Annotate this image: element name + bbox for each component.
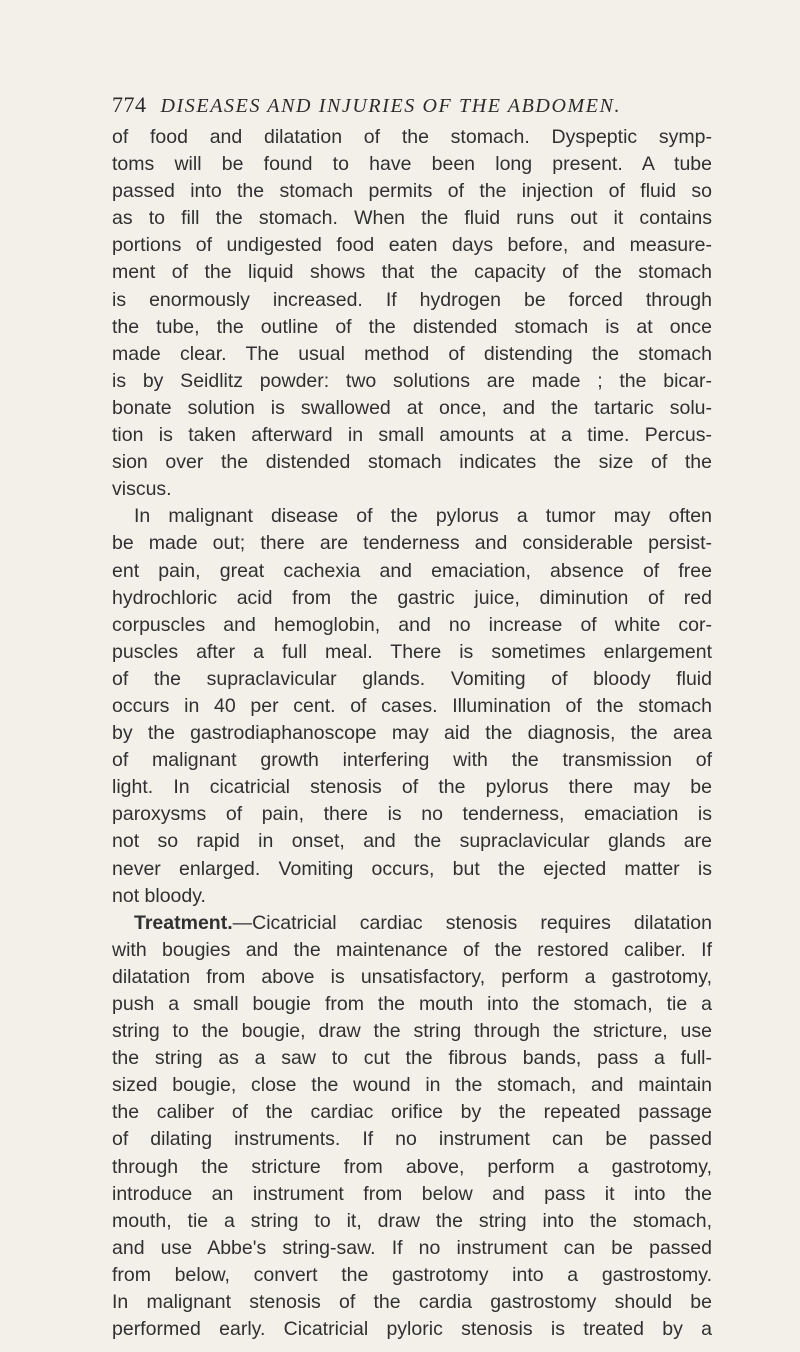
- text-line: [112, 1289, 712, 1316]
- line-text: introduce an instrument from below and pass it into the: [112, 1182, 712, 1205]
- text-line: [112, 1262, 712, 1289]
- line-text: toms will be found to have been long present. A tube: [112, 153, 712, 176]
- section-heading: Treatment.: [134, 911, 233, 934]
- running-head: DISEASES AND INJURIES OF THE ABDOMEN.: [160, 95, 622, 117]
- line-text: hydrochloric acid from the gastric juice, diminution of red: [112, 586, 712, 609]
- text-line: [112, 666, 712, 693]
- line-text: through the stricture from above, perform a gastrotomy,: [112, 1155, 712, 1178]
- text-line: [112, 774, 712, 801]
- text-line: [112, 368, 712, 395]
- page-number: 774: [112, 92, 147, 117]
- text-line: [112, 883, 712, 910]
- text-line: [112, 612, 712, 639]
- line-text: is by Seidlitz powder: two solutions are made ; the bicar-: [112, 369, 712, 392]
- line-text: ment of the liquid shows that the capacity of the stomach: [112, 261, 712, 284]
- line-text: corpuscles and hemoglobin, and no increase of white cor-: [112, 613, 712, 636]
- text-line: [112, 124, 712, 151]
- line-text: portions of undigested food eaten days before, and measure-: [112, 234, 712, 257]
- line-text: sized bougie, close the wound in the stomach, and maintain: [112, 1074, 712, 1097]
- line-text: light. In cicatricial stenosis of the pylorus there may be: [112, 776, 712, 799]
- text-line: [112, 1316, 712, 1343]
- line-text: string to the bougie, draw the string through the stricture, use: [112, 1020, 712, 1043]
- text-line: [112, 828, 712, 855]
- line-text: never enlarged. Vomiting occurs, but the ejected matter is: [112, 857, 712, 880]
- text-line: [112, 720, 712, 747]
- line-text: the tube, the outline of the distended stomach is at once: [112, 315, 712, 338]
- line-text: not bloody.: [112, 884, 206, 907]
- line-text: from below, convert the gastrotomy into a gastrostomy.: [112, 1263, 712, 1286]
- text-line: [112, 1181, 712, 1208]
- text-line: [112, 151, 712, 178]
- text-line: [112, 287, 712, 314]
- line-text: of dilating instruments. If no instrument can be passed: [112, 1128, 712, 1151]
- text-line: [112, 585, 712, 612]
- text-line: [112, 1235, 712, 1262]
- text-line: [112, 259, 712, 286]
- text-line: [112, 341, 712, 368]
- text-line: [112, 910, 712, 937]
- line-text: passed into the stomach permits of the injection of fluid so: [112, 180, 712, 203]
- text-line: [112, 1126, 712, 1153]
- text-line: [112, 232, 712, 259]
- text-line: [112, 1099, 712, 1126]
- text-line: [112, 639, 712, 666]
- line-text: is enormously increased. If hydrogen be forced through: [112, 288, 712, 311]
- line-text: —Cicatricial cardiac stenosis requires dilatation: [232, 911, 712, 934]
- line-text: bonate solution is swallowed at once, and the tartaric solu-: [112, 396, 712, 419]
- line-text: performed early. Cicatricial pyloric stenosis is treated by a: [112, 1318, 712, 1341]
- text-line: [112, 937, 712, 964]
- line-text: as to fill the stomach. When the fluid runs out it contains: [112, 207, 712, 230]
- line-text: of malignant growth interfering with the transmission of: [112, 749, 712, 772]
- text-line: [112, 449, 712, 476]
- line-text: of food and dilatation of the stomach. Dyspeptic symp-: [112, 126, 712, 148]
- text-line: [112, 476, 712, 503]
- line-text: sion over the distended stomach indicates the size of the: [112, 451, 712, 474]
- line-text: paroxysms of pain, there is no tenderness, emaciation is: [112, 803, 712, 826]
- text-line: [112, 964, 712, 991]
- line-text: of the supraclavicular glands. Vomiting of bloody fluid: [112, 667, 712, 690]
- line-text: occurs in 40 per cent. of cases. Illumination of the stomach: [112, 694, 712, 717]
- text-line: [112, 395, 712, 422]
- line-text: the caliber of the cardiac orifice by the repeated passage: [112, 1101, 712, 1124]
- text-line: [112, 503, 712, 530]
- line-text: ent pain, great cachexia and emaciation, absence of free: [112, 559, 712, 582]
- line-text: made clear. The usual method of distending the stomach: [112, 342, 712, 365]
- text-line: [112, 856, 712, 883]
- line-text: In malignant stenosis of the cardia gastrostomy should be: [112, 1291, 712, 1314]
- line-text: tion is taken afterward in small amounts at a time. Percus-: [112, 424, 712, 447]
- text-line: [112, 991, 712, 1018]
- line-text: puscles after a full meal. There is sometimes enlargement: [112, 640, 712, 663]
- line-text: the string as a saw to cut the fibrous bands, pass a full-: [112, 1047, 712, 1070]
- line-text: with bougies and the maintenance of the restored caliber. If: [112, 938, 712, 961]
- text-line: [112, 178, 712, 205]
- text-line: [112, 205, 712, 232]
- text-line: [112, 1045, 712, 1072]
- line-text: dilatation from above is unsatisfactory, perform a gastrotomy,: [112, 965, 712, 988]
- line-text: In malignant disease of the pylorus a tumor may often: [134, 505, 712, 528]
- line-text: be made out; there are tenderness and considerable persist-: [112, 532, 712, 555]
- text-line: [112, 693, 712, 720]
- page-header: [112, 92, 800, 118]
- line-text: viscus.: [112, 478, 172, 501]
- text-line: [112, 1208, 712, 1235]
- body-text: [112, 124, 712, 1343]
- text-line: [112, 801, 712, 828]
- line-text: by the gastrodiaphanoscope may aid the diagnosis, the area: [112, 722, 712, 745]
- text-line: [112, 314, 712, 341]
- text-line: [112, 747, 712, 774]
- line-text: mouth, tie a string to it, draw the string into the stomach,: [112, 1209, 712, 1232]
- text-line: [112, 558, 712, 585]
- text-line: [112, 530, 712, 557]
- line-text: and use Abbe's string-saw. If no instrument can be passed: [112, 1236, 712, 1259]
- text-line: [112, 1018, 712, 1045]
- text-line: [112, 1072, 712, 1099]
- text-line: [112, 1154, 712, 1181]
- text-line: [112, 422, 712, 449]
- line-text: not so rapid in onset, and the supraclavicular glands are: [112, 830, 712, 853]
- line-text: push a small bougie from the mouth into the stomach, tie a: [112, 993, 712, 1015]
